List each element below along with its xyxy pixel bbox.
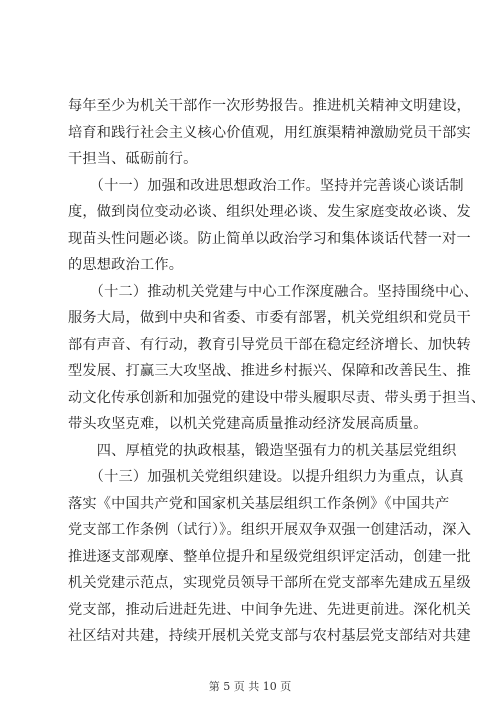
text-line: 党支部，推动后进赶先进、中间争先进、先进更前进。深化机关 (68, 601, 471, 618)
text-line: 度，做到岗位变动必谈、组织处理必谈、发生家庭变故必谈、发 (68, 204, 471, 220)
text-line: 党支部工作条例（试行）》。组织开展双争双强一创建活动，深入 (68, 522, 472, 538)
text-line: （十二）推动机关党建与中心工作深度融合。坚持围绕中心、 (68, 283, 479, 300)
text-line: 的思想政治工作。 (68, 257, 184, 273)
text-line: 每年至少为机关干部作一次形势报告。推进机关精神文明建设， (68, 98, 471, 114)
text-line: 部有声音、有行动，教育引导党员干部在稳定经济增长、加快转 (68, 336, 471, 353)
text-line: 四、厚植党的执政根基，锻造坚强有力的机关基层党组织 (68, 442, 457, 459)
text-line: 带头攻坚克难，以机关党建高质量推动经济发展高质量。 (68, 416, 428, 432)
text-line: 培育和践行社会主义核心价值观，用红旗渠精神激励党员干部实 (68, 124, 471, 141)
text-line: 现苗头性问题必谈。防止简单以政治学习和集体谈话代替一对一 (68, 230, 471, 247)
text-line: 动文化传承创新和加强党的建设中带头履职尽责、带头勇于担当、 (68, 389, 486, 406)
text-line: 机关党建示范点，实现党员领导干部所在党支部率先建成五星级 (68, 575, 471, 591)
text-line: 服务大局，做到中央和省委、市委有部署，机关党组织和党员干 (68, 310, 471, 326)
text-line: 社区结对共建，持续开展机关党支部与农村基层党支部结对共建 (68, 628, 471, 644)
page-footer: 第 5 页 共 10 页 (208, 680, 292, 693)
text-line: 推进逐支部观摩、整单位提升和星级党组织评定活动，创建一批 (68, 548, 471, 565)
text-line: （十一）加强和改进思想政治工作。坚持并完善谈心谈话制 (68, 177, 464, 194)
text-line: 型发展、打赢三大攻坚战、推进乡村振兴、保障和改善民生、推 (68, 363, 471, 379)
text-line: 干担当、砥砺前行。 (68, 151, 198, 167)
text-line: 落实《中国共产党和国家机关基层组织工作条例》《中国共产 (68, 495, 450, 512)
document-body (68, 93, 486, 650)
text-line: （十三）加强机关党组织建设。以提升组织力为重点，认真 (68, 469, 464, 485)
